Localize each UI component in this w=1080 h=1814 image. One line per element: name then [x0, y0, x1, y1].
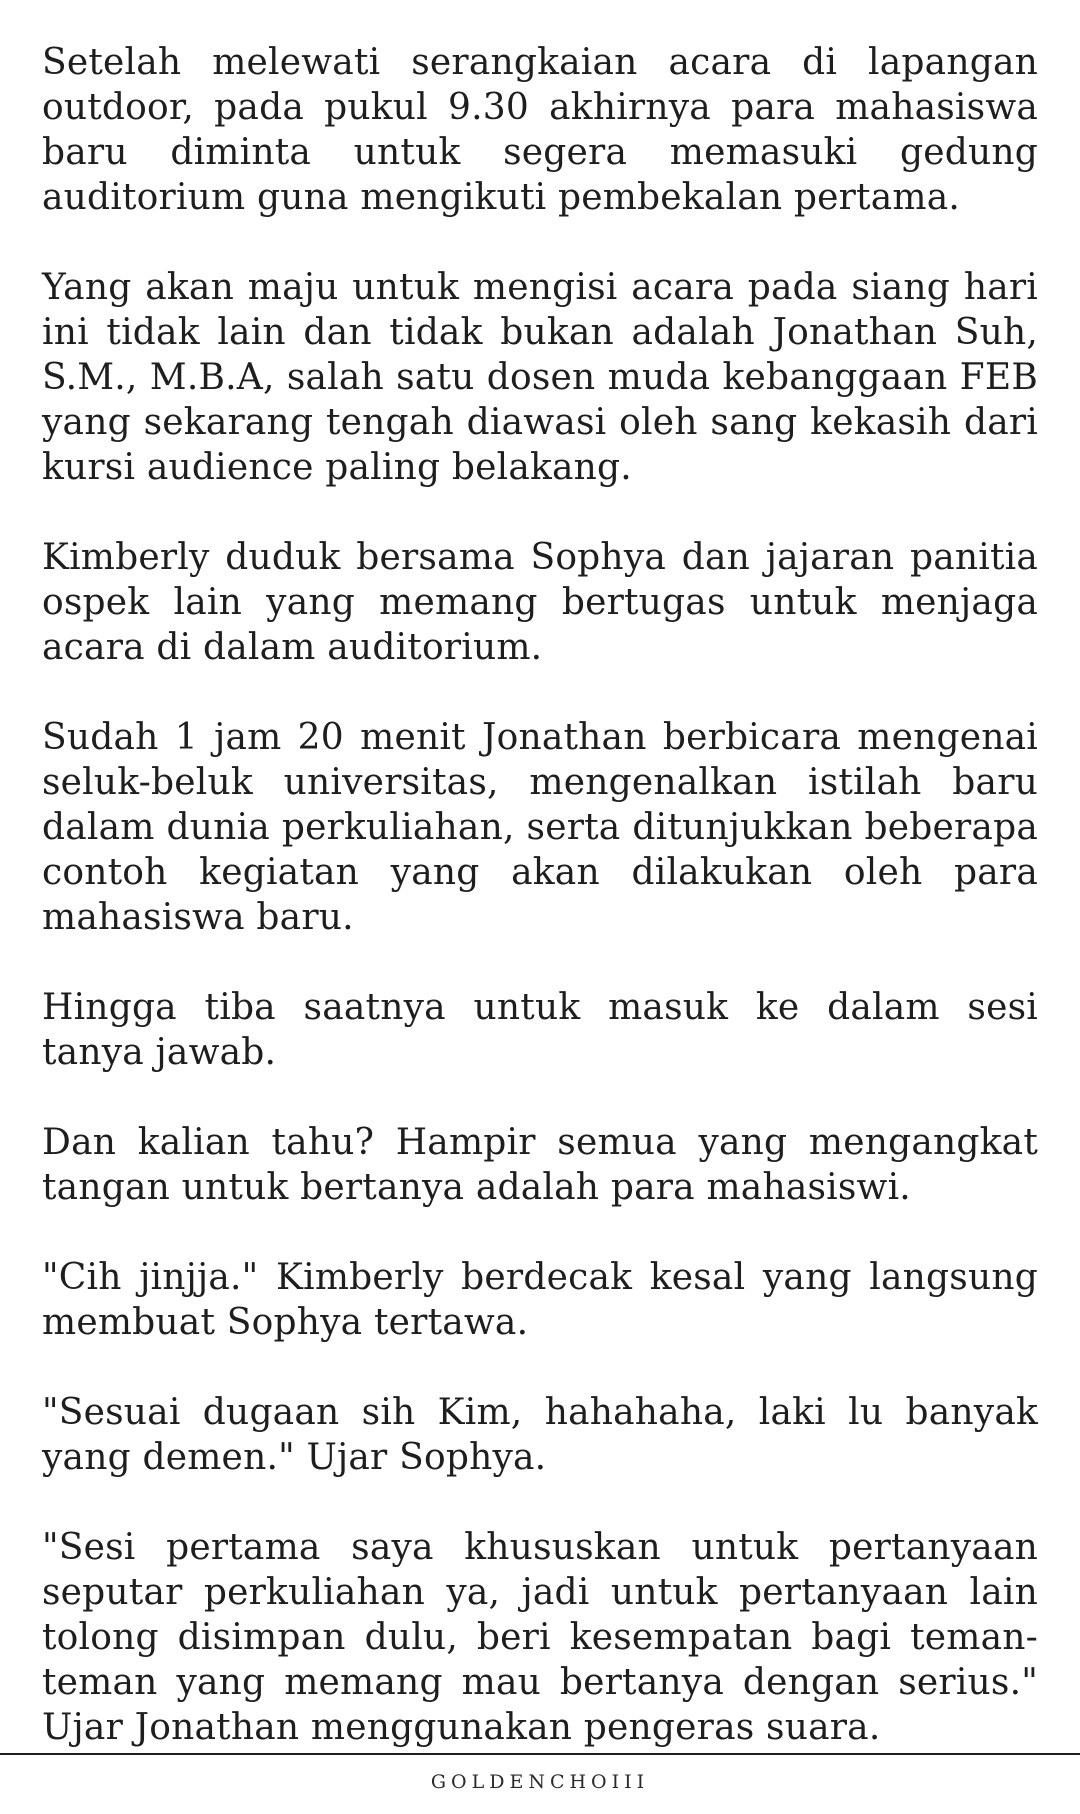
- paragraph: Sudah 1 jam 20 menit Jonathan berbicara mengenai seluk-beluk universitas, mengenalkan istilah baru dalam dunia perkuliahan, serta ditunjukkan beberapa contoh kegiatan yang akan dilakukan oleh para mahasiswa baru.: [42, 717, 1038, 938]
- paragraph: Yang akan maju untuk mengisi acara pada siang hari ini tidak lain dan tidak bukan adalah Jonathan Suh, S.M., M.B.A, salah satu dosen muda kebanggaan FEB yang sekarang tengah diawasi oleh sang kekasih dari kursi audience paling belakang.: [42, 267, 1038, 488]
- paragraph: "Cih jinjja." Kimberly berdecak kesal yang langsung membuat Sophya tertawa.: [42, 1257, 1038, 1343]
- paragraph: Dan kalian tahu? Hampir semua yang mengangkat tangan untuk bertanya adalah para mahasiswi.: [42, 1122, 1038, 1208]
- paragraph: "Sesuai dugaan sih Kim, hahahaha, laki lu banyak yang demen." Ujar Sophya.: [42, 1392, 1038, 1478]
- footer-divider: [0, 1753, 1080, 1755]
- footer-author: GOLDENCHOIII: [430, 1771, 650, 1793]
- paragraph: Kimberly duduk bersama Sophya dan jajaran panitia ospek lain yang memang bertugas untuk menjaga acara di dalam auditorium.: [42, 537, 1038, 668]
- story-text: [42, 40, 1038, 1795]
- paragraph: "Sesi pertama saya khususkan untuk pertanyaan seputar perkuliahan ya, jadi untuk pertanyaan lain tolong disimpan dulu, beri kesempatan bagi teman-teman yang memang mau bertanya dengan serius." Ujar Jonathan menggunakan pengeras suara.: [42, 1527, 1038, 1748]
- paragraph: Hingga tiba saatnya untuk masuk ke dalam sesi tanya jawab.: [42, 987, 1038, 1073]
- paragraph: Setelah melewati serangkaian acara di lapangan outdoor, pada pukul 9.30 akhirnya para mahasiswa baru diminta untuk segera memasuki gedung auditorium guna mengikuti pembekalan pertama.: [42, 42, 1038, 218]
